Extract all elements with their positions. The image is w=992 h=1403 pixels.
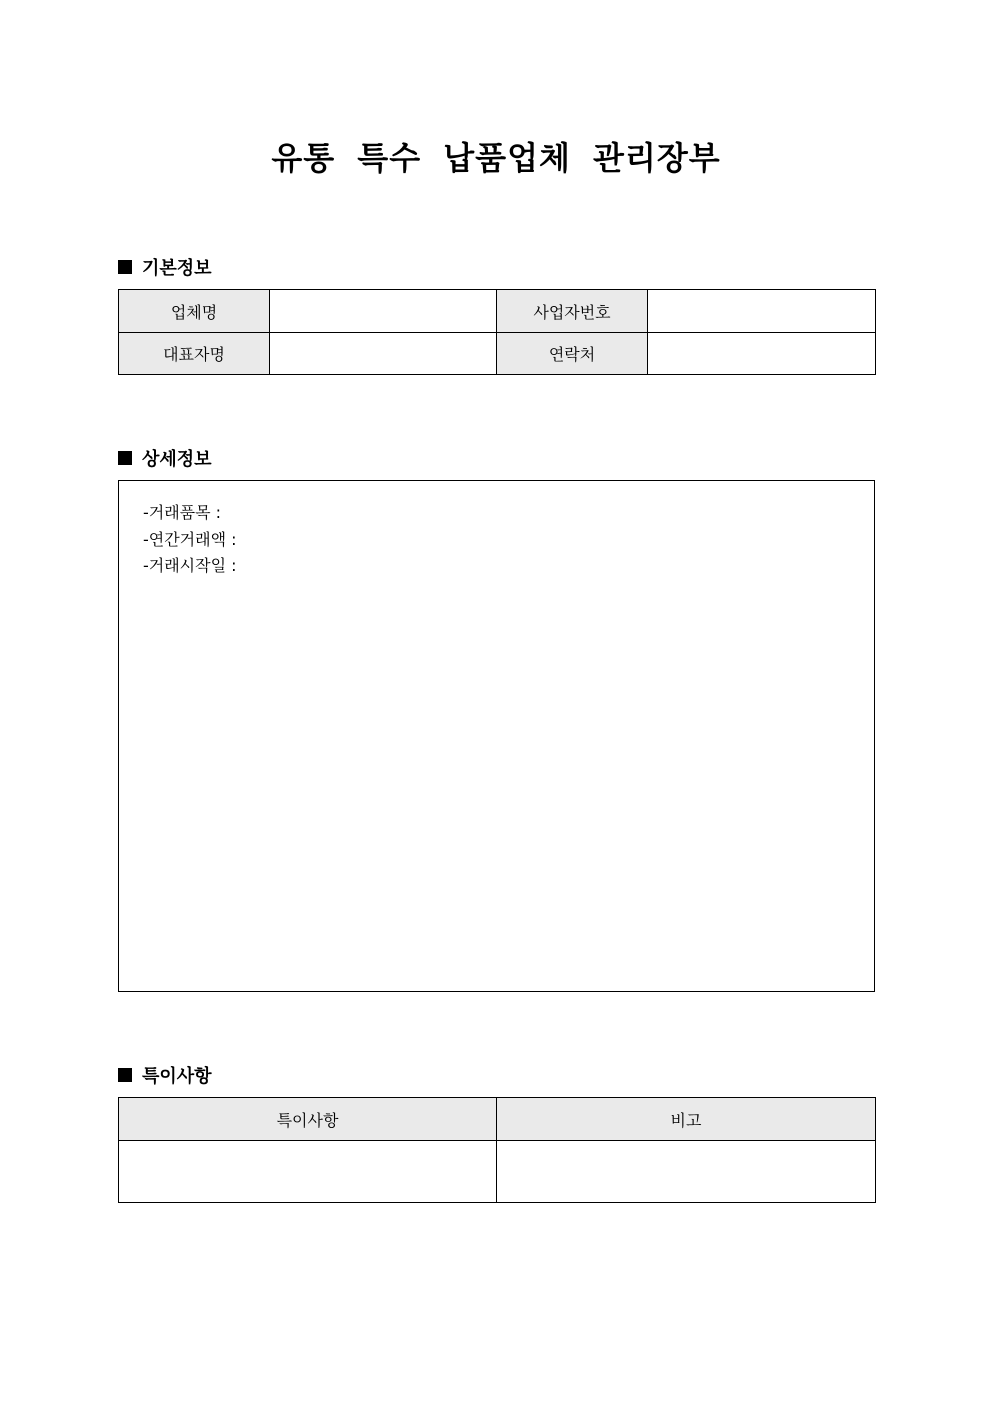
contact-label: 연락처 (497, 333, 648, 375)
representative-field[interactable] (270, 333, 497, 375)
detail-line-start-date: -거래시작일 : (143, 556, 237, 575)
table-row (119, 1098, 876, 1141)
section-heading-detail (118, 445, 212, 471)
table-row (119, 333, 876, 375)
square-bullet-icon (118, 260, 132, 274)
business-number-label: 사업자번호 (497, 290, 648, 333)
notes-header: 특이사항 (119, 1098, 497, 1141)
company-name-field[interactable] (270, 290, 497, 333)
section-heading-notes (118, 1062, 212, 1088)
table-row (119, 290, 876, 333)
table-row (119, 1141, 876, 1203)
detail-info-box[interactable] (118, 480, 875, 992)
notes-table (118, 1097, 876, 1203)
contact-field[interactable] (648, 333, 876, 375)
square-bullet-icon (118, 451, 132, 465)
remarks-field[interactable] (497, 1141, 876, 1203)
company-name-label: 업체명 (119, 290, 270, 333)
remarks-header: 비고 (497, 1098, 876, 1141)
section-heading-basic-label: 기본정보 (142, 258, 212, 279)
notes-field[interactable] (119, 1141, 497, 1203)
document-title: 유통 특수 납품업체 관리장부 (271, 139, 721, 177)
section-heading-basic (118, 254, 212, 280)
basic-info-table (118, 289, 876, 375)
section-heading-detail-label: 상세정보 (142, 449, 212, 470)
representative-label: 대표자명 (119, 333, 270, 375)
section-heading-notes-label: 특이사항 (142, 1066, 212, 1087)
business-number-field[interactable] (648, 290, 876, 333)
square-bullet-icon (118, 1068, 132, 1082)
detail-line-items: -거래품목 : (143, 503, 222, 522)
detail-line-annual-amount: -연간거래액 : (143, 529, 237, 549)
